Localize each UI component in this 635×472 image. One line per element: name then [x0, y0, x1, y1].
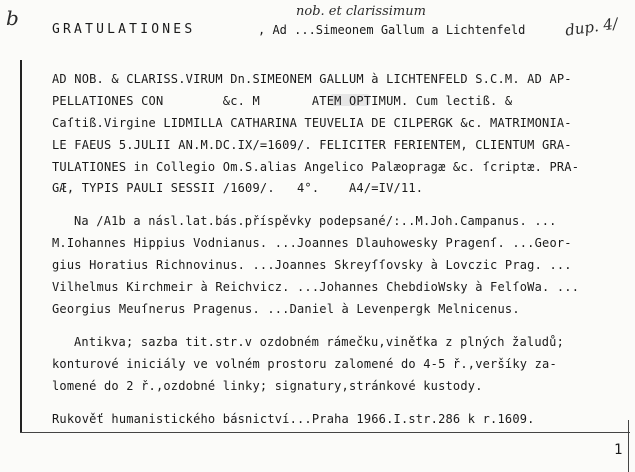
contributors-line: Na /A1b a násl.lat.bás.příspěvky podepsané/:..M.Joh.Campanus. ...	[74, 214, 557, 228]
contributors-line: M.Iohannes Hippius Vodnianus. ...Joannes Dlauhowesky Pragenſ. ...Geor-	[52, 236, 572, 250]
description-line: Antikva; sazba tit.str.v ozdobném rámečku,viněťka z plných žaludů;	[74, 335, 565, 349]
title-block-line: AD NOB. & CLARISS.VIRUM Dn.SIMEONEM GALLUM à LICHTENFELD S.C.M. AD AP-	[52, 72, 572, 86]
title-block-line: TULATIONES in Collegio Om.S.alias Angelico Palæopragæ &c. ſcriptæ. PRA-	[52, 160, 580, 174]
title-block-line: GÆ, TYPIS PAULI SESSII /1609/. 4°. A4/=IV/11.	[52, 181, 424, 195]
contributors-line: Georgius Meuſnerus Pragenus. ...Daniel à Levenpergk Melnicenus.	[52, 302, 520, 316]
description-line: konturové iniciály ve volném prostoru zalomené do 4-5 ř.,veršíky za-	[52, 357, 557, 371]
reference-line: Rukověť humanistického básnictví...Praha 1966.I.str.286 k r.1609.	[52, 412, 535, 426]
handwritten-margin-note: dup. 4/	[564, 14, 619, 40]
handwritten-corner-mark: b	[6, 6, 19, 30]
card-right-border	[628, 420, 629, 472]
handwritten-insertion: nob. et clarissimum	[296, 4, 426, 19]
title-block-line: LE FAEUS 5.JULII AN.M.DC.IX/=1609/. FELICITER FERIENTEM, CLIENTUM GRA-	[52, 138, 572, 152]
page-number: 1	[614, 442, 623, 458]
contributors-line: Vilhelmus Kirchmeir à Reichvicz. ...Johannes ChebdioWsky à FelſoWa. ...	[52, 280, 580, 294]
card-left-border	[20, 60, 22, 432]
card-bottom-border	[20, 432, 630, 433]
contributors-line: gius Horatius Richnovinus. ...Joannes Skreyſſovsky à Lovczic Prag. ...	[52, 258, 572, 272]
card-subtitle: , Ad ...Simeonem Gallum a Lichtenfeld	[258, 23, 526, 37]
card-title: GRATULATIONES	[52, 22, 196, 37]
title-block-line: Caſtiß.Virgine LIDMILLA CATHARINA TEUVELIA DE CILPERGK &c. MATRIMONIA-	[52, 116, 572, 130]
title-block-line: PELLATIONES CON &c. M ATEM OPTIMUM. Cum lectiß. &	[52, 94, 513, 108]
description-line: lomené do 2 ř.,ozdobné linky; signatury,stránkové kustody.	[52, 379, 483, 393]
